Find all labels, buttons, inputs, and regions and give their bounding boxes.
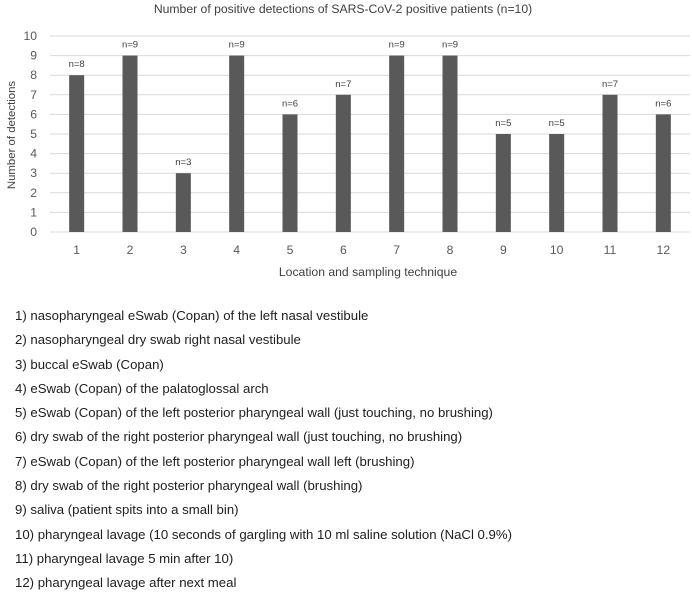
data-label: n=9 <box>121 39 139 51</box>
y-tick-label: 7 <box>30 87 37 102</box>
bar-chart <box>0 0 692 290</box>
legend-item: 1) nasopharyngeal eSwab (Copan) of the left nasal vestibule <box>15 308 369 323</box>
data-labels <box>69 40 672 169</box>
x-tick-label: 2 <box>126 243 134 257</box>
y-tick-label: 8 <box>30 68 37 83</box>
data-label: n=9 <box>441 39 459 51</box>
bar <box>549 134 564 232</box>
bar <box>69 75 84 232</box>
data-label: n=3 <box>175 157 192 169</box>
legend-item: 12) pharyngeal lavage after next meal <box>15 575 237 591</box>
legend-item: 4) eSwab (Copan) of the palatoglossal arch <box>15 380 269 396</box>
x-tick-label: 9 <box>499 243 507 257</box>
data-label: n=5 <box>495 118 512 129</box>
legend-item: 6) dry swab of the right posterior pharyngeal wall (just touching, no brushing) <box>15 429 463 445</box>
y-tick-label: 5 <box>30 127 37 141</box>
legend-item: 8) dry swab of the right posterior pharyngeal wall (brushing) <box>15 478 363 494</box>
legend-item: 7) eSwab (Copan) of the left posterior pharyngeal wall left (brushing) <box>15 453 415 469</box>
y-tick-label: 4 <box>30 146 37 161</box>
bar <box>283 114 298 232</box>
bar <box>443 56 458 232</box>
bar <box>496 134 511 232</box>
bar <box>389 56 404 232</box>
data-label: n=5 <box>548 118 565 129</box>
data-label: n=8 <box>68 59 85 71</box>
y-tick-label: 9 <box>30 48 37 63</box>
bar <box>336 95 351 232</box>
data-label: n=6 <box>281 98 299 110</box>
data-label: n=6 <box>655 98 672 110</box>
x-tick-label: 12 <box>656 243 671 257</box>
legend-item: 10) pharyngeal lavage (10 seconds of gargling with 10 ml saline solution (NaCl 0.9%) <box>15 526 513 542</box>
x-tick-labels <box>73 243 670 257</box>
data-label: n=9 <box>228 39 245 51</box>
bar <box>603 95 618 232</box>
y-axis-label: Number of detections <box>6 80 18 190</box>
legend-item: 9) saliva (patient spits into a small bin) <box>15 502 239 518</box>
y-tick-label: 1 <box>30 205 37 220</box>
y-tick-label: 6 <box>30 107 37 122</box>
data-label: n=7 <box>601 78 619 90</box>
bar <box>123 56 138 232</box>
y-tick-label: 2 <box>30 185 37 200</box>
legend-item: 2) nasopharyngeal dry swab right nasal vestibule <box>15 332 301 348</box>
y-tick-labels <box>23 29 37 239</box>
x-tick-label: 6 <box>339 243 347 257</box>
bars <box>69 56 671 232</box>
x-tick-label: 11 <box>603 243 617 257</box>
x-tick-label: 3 <box>179 243 187 257</box>
y-tick-label: 3 <box>30 166 37 181</box>
x-tick-label: 4 <box>233 243 241 257</box>
y-tick-label: 0 <box>30 225 37 239</box>
y-tick-label: 10 <box>23 29 37 43</box>
bar <box>176 173 191 232</box>
legend-item: 11) pharyngeal lavage 5 min after 10) <box>15 550 234 566</box>
x-tick-label: 10 <box>549 243 564 257</box>
gridlines <box>50 36 690 232</box>
bar <box>229 56 244 232</box>
x-tick-label: 1 <box>73 243 81 257</box>
x-axis-label: Location and sampling technique <box>278 265 458 279</box>
legend-item: 5) eSwab (Copan) of the left posterior pharyngeal wall (just touching, no brushing) <box>15 405 493 421</box>
x-tick-label: 7 <box>393 243 401 257</box>
chart-title: Number of positive detections of SARS-CoV-2 positive patients (n=10) <box>153 2 533 16</box>
x-tick-label: 8 <box>446 243 454 257</box>
x-tick-label: 5 <box>286 243 294 257</box>
bar <box>656 114 671 232</box>
data-label: n=7 <box>335 78 352 90</box>
legend-item: 3) buccal eSwab (Copan) <box>15 356 164 372</box>
data-label: n=9 <box>388 39 405 51</box>
technique-legend <box>15 304 512 596</box>
